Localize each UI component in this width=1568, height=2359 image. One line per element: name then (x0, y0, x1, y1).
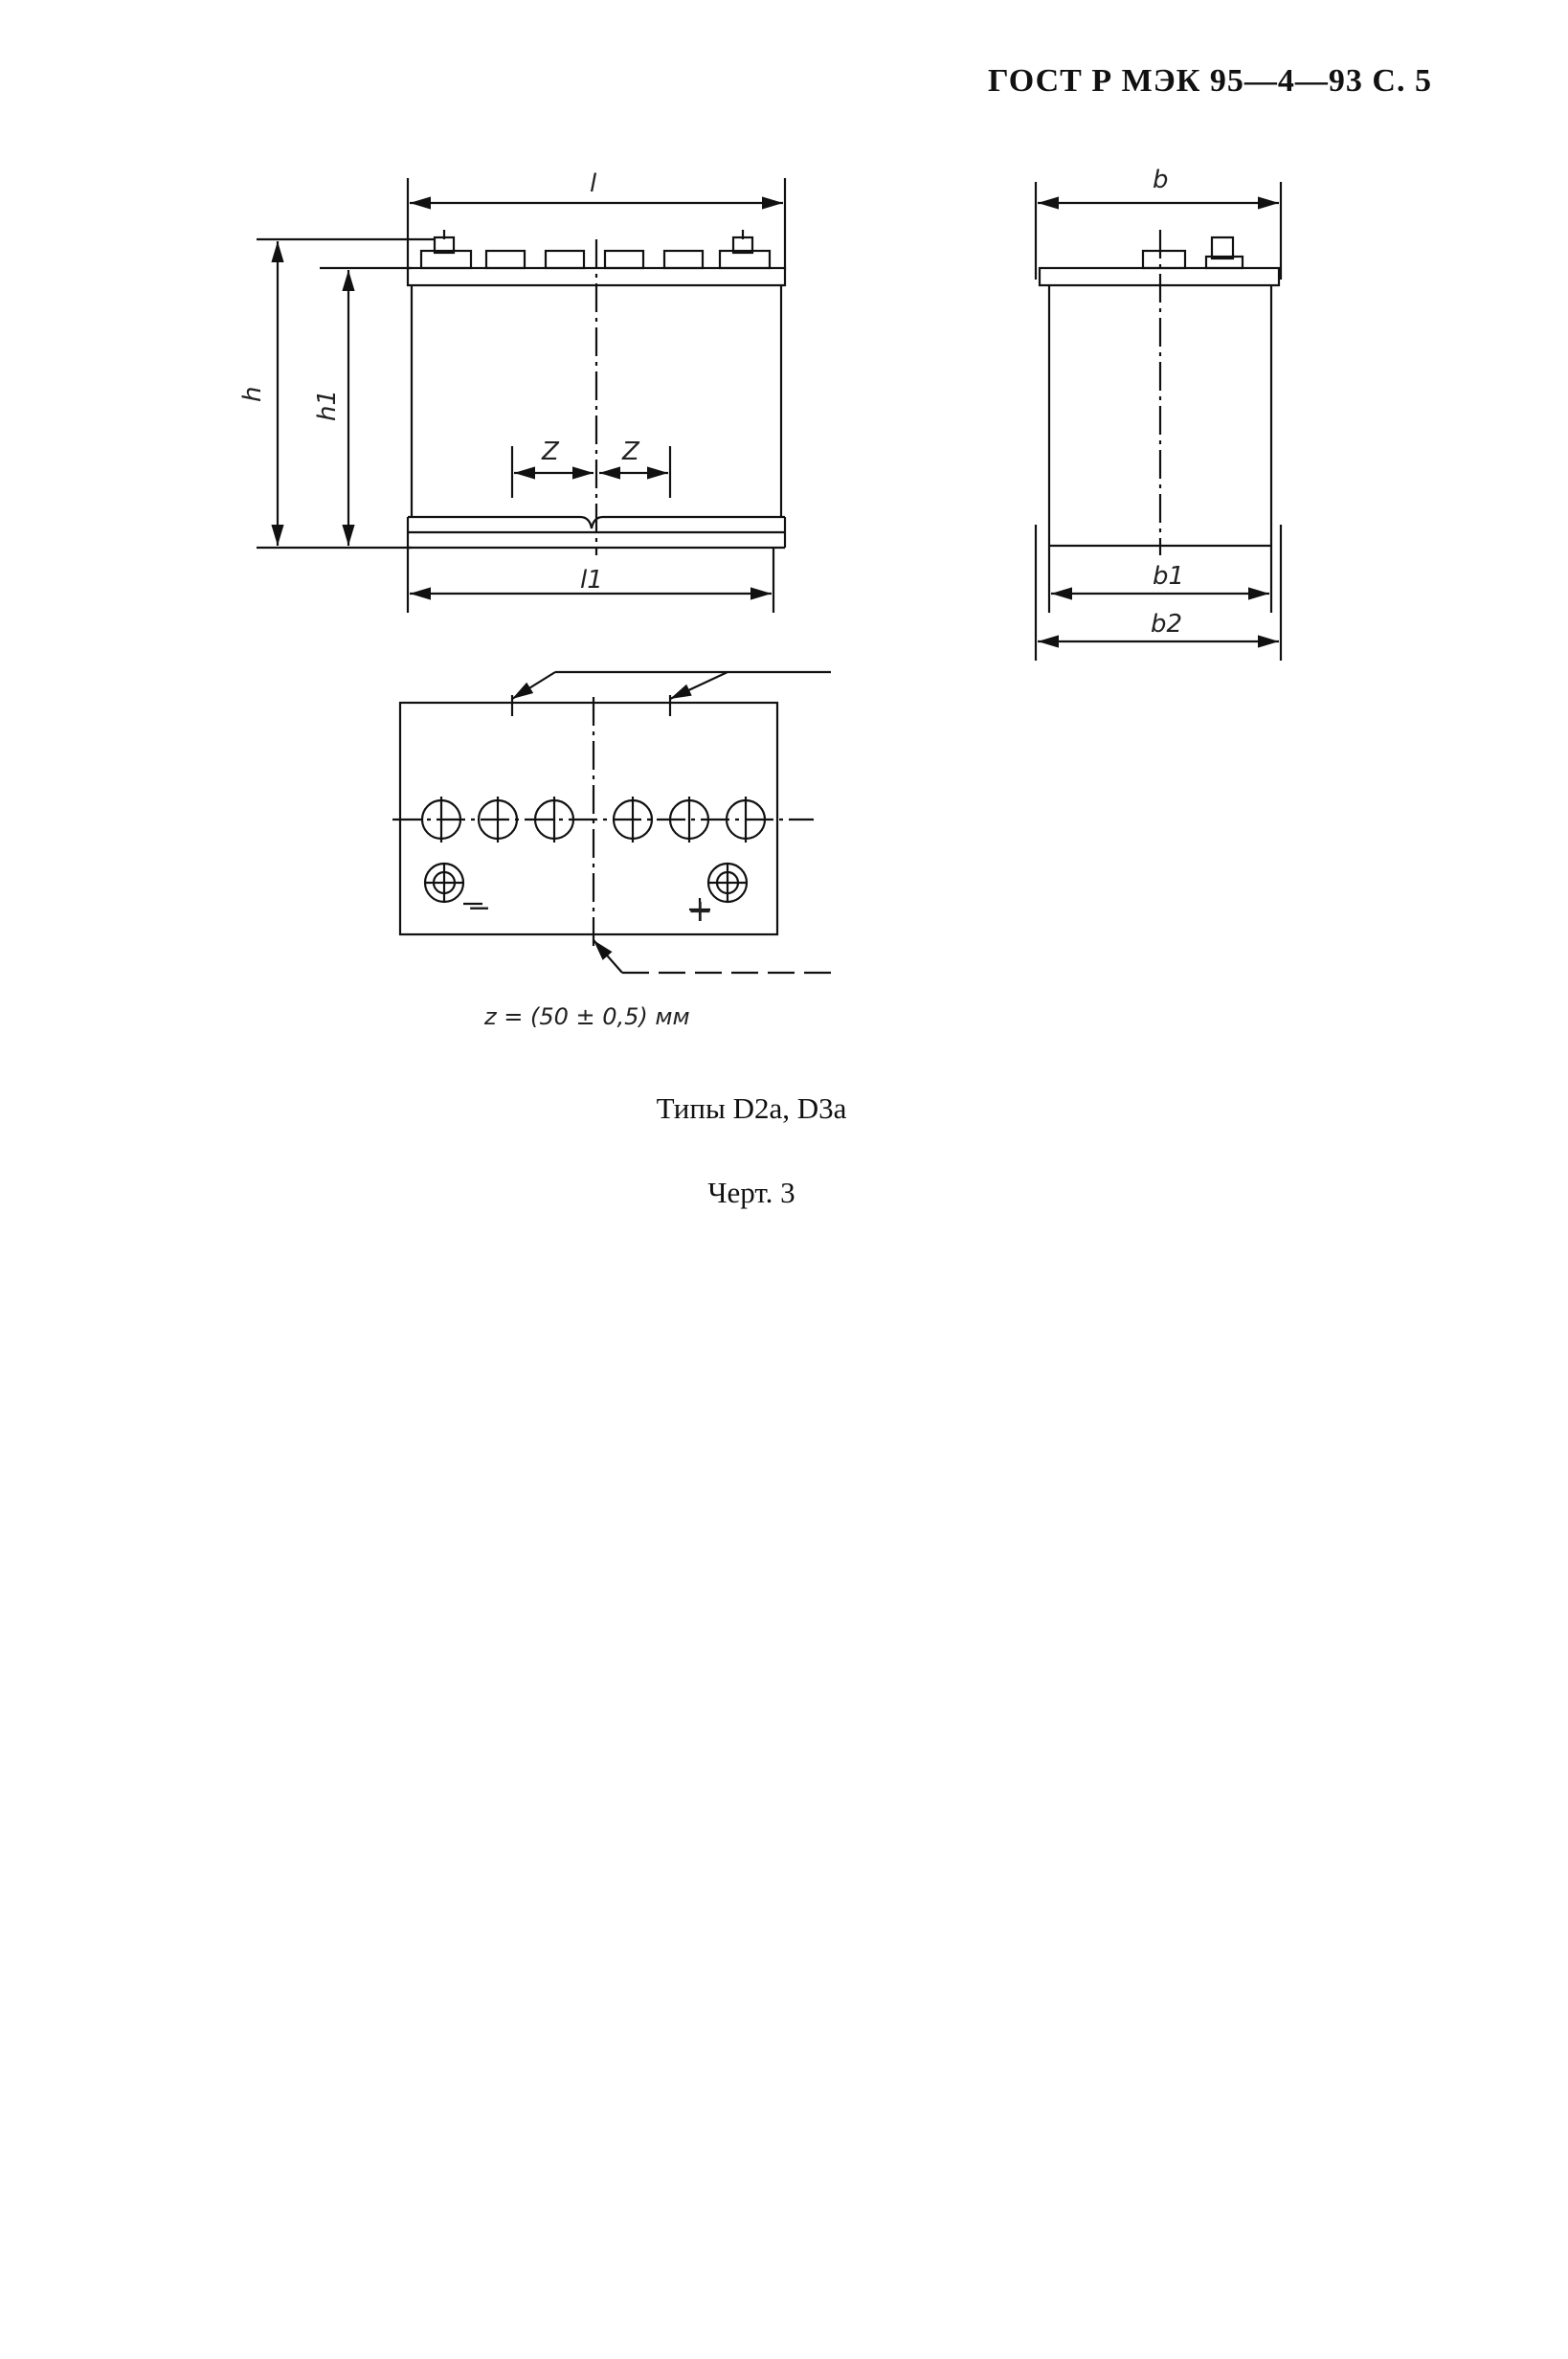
label-plus: + (687, 892, 713, 929)
label-l1: l1 (580, 566, 603, 595)
formula-z: z = (50 ± 0,5) мм (484, 1003, 690, 1030)
page-header: ГОСТ Р МЭК 95—4—93 С. 5 (987, 63, 1432, 99)
caption-types: Типы D2a, D3a (656, 1091, 847, 1125)
label-b1: b1 (1153, 562, 1185, 591)
negative-terminal (425, 864, 463, 902)
positive-terminal (708, 864, 747, 902)
label-minus: − (467, 891, 492, 925)
label-z-left: Z (542, 438, 559, 466)
label-b: b (1153, 166, 1169, 194)
label-l: l (590, 169, 597, 198)
label-b2: b2 (1151, 610, 1183, 639)
label-h: h (238, 386, 267, 402)
label-h1: h1 (313, 389, 342, 421)
caption-figure: Черт. 3 (707, 1176, 795, 1209)
top-view (392, 672, 831, 973)
label-z-right: Z (622, 438, 639, 466)
